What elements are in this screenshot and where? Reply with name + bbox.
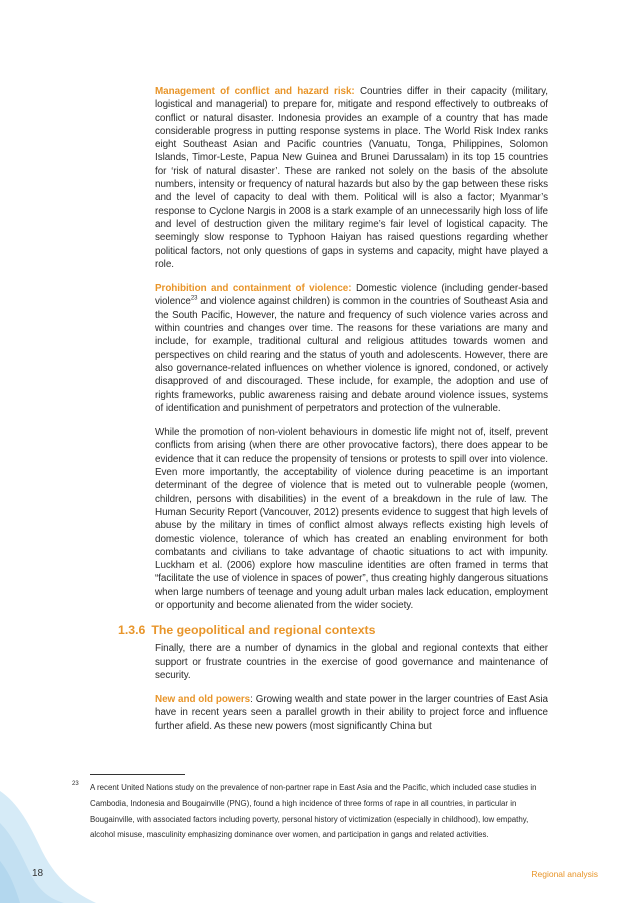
- section-title: The geopolitical and regional contexts: [151, 623, 376, 638]
- paragraph-section-intro: [155, 642, 548, 682]
- paragraph-text: Finally, there are a number of dynamics in the global and regional contexts that either support or frustrate countries in the exercise of good governance and maintenance of security.: [155, 643, 548, 681]
- section-heading: [118, 623, 548, 637]
- paragraph-lead-heading: Prohibition and containment of violence:: [155, 283, 352, 295]
- body-text-column: [118, 85, 549, 744]
- section-number: 1.3.6: [118, 623, 146, 638]
- paragraph-text: Countries differ in their capacity (military, logistical and managerial) to prepare for, mitigate and respond effectively to outbreaks of conflict or natural disaster. Indonesia provides an example of a country that has made considerable progress in putting response systems in place. The World Risk Index ranks eight Southeast Asian and Pacific countries (Vanuatu, Tonga, Philippines, Solomon Islands, Timor-Leste, Papua New Guinea and Brunei Darussalam) in its top 15 countries for ‘risk of natural disaster’. These are ranked not solely on the basis of the absolute numbers, intensity or frequency of natural hazards but also by the gap between these risks and the level of capacity to deal with them. Political will is also a factor; Myanmar’s response to Cyclone Nargis in 2008 is a stark example of an unnecessarily high loss of life and level of destruction given the military regime’s fair level of logistical capacity. The seemingly slow response to Typhoon Haiyan has raised questions regarding whether political factors, not only questions of gaps in systems and capacity, might have played a role.: [155, 86, 548, 270]
- paragraph-text: and violence against children) is common in the countries of Southeast Asia and the South Pacific, However, the nature and frequency of such violence varies across and within countries and changes over time. The reasons for these variations are many and include, for example, traditional cultural and religious attitudes towards women and perspectives on child rearing and the status of youth and adolescents. However, there are also governance-related influences on whether violence is ignored, condoned, or actively disapproved of and discouraged. These include, for example, the adoption and use of rights frameworks, public awareness raising and debate around violence issues, systems of identification and punishment of perpetrators and protection of the vulnerable.: [155, 296, 548, 414]
- paragraph-new-old-powers: [155, 693, 548, 733]
- footnote-reference: 23: [190, 296, 198, 303]
- paragraph-text: Domestic violence (including gender-based violence: [155, 283, 548, 308]
- running-footer-title: Regional analysis: [531, 869, 598, 879]
- paragraph-non-violent-behaviours: [155, 426, 548, 612]
- page-number: 18: [32, 868, 44, 879]
- paragraph-conflict-hazard-risk: [155, 85, 548, 271]
- paragraph-lead-heading: Management of conflict and hazard risk:: [155, 86, 355, 97]
- footnote-divider: [90, 774, 185, 775]
- paragraph-text: While the promotion of non-violent behaviours in domestic life might not of, itself, prevent conflicts from arising (when there are other provocative factors), there does appear to be evidence that it can reduce the propensity of tensions or protests to spill over into violence. Even more importantly, the acceptability of violence during peacetime is an important determinant of the degree of violence that is meted out to vulnerable people (women, children, persons with disabilities) in the event of a breakdown in the rule of law. The Human Security Report (Vancouver, 2012) presents evidence to suggest that high levels of abuse by the military in times of conflict almost always reflects existing high levels of domestic violence, tolerance of which has created an enabling environment for both combatants and civilians to take advantage of chaotic situations to act with impunity. Luckham et al. (2006) explore how masculine identities are often framed in terms that “facilitate the use of violence in spaces of power”, thus creating highly dangerous situations when large numbers of teenage and young adult urban males lack education, employment or opportunity and become alienated from the wider society.: [155, 427, 548, 611]
- paragraph-lead-heading: New and old powers: [155, 694, 251, 706]
- footnote-number: 23: [72, 781, 79, 787]
- paragraph-text: : Growing wealth and state power in the larger countries of East Asia have in recent years seen a parallel growth in their ability to project force and influence further afield. As these new powers (most significantly China but: [155, 694, 549, 732]
- footnote: [72, 780, 548, 843]
- paragraph-violence-prohibition: [155, 282, 548, 415]
- footnote-text: A recent United Nations study on the prevalence of non-partner rape in East Asia and the Pacific, which included case studies in Cambodia, Indonesia and Bougainville (PNG), found a high incidence of three forms of rape in all countries, in particular in Bougainville, with associated factors including poverty, personal history of victimization (especially in childhood), low empathy, alcohol misuse, masculinity emphasizing dominance over women, and participation in gangs and related activities.: [90, 783, 537, 840]
